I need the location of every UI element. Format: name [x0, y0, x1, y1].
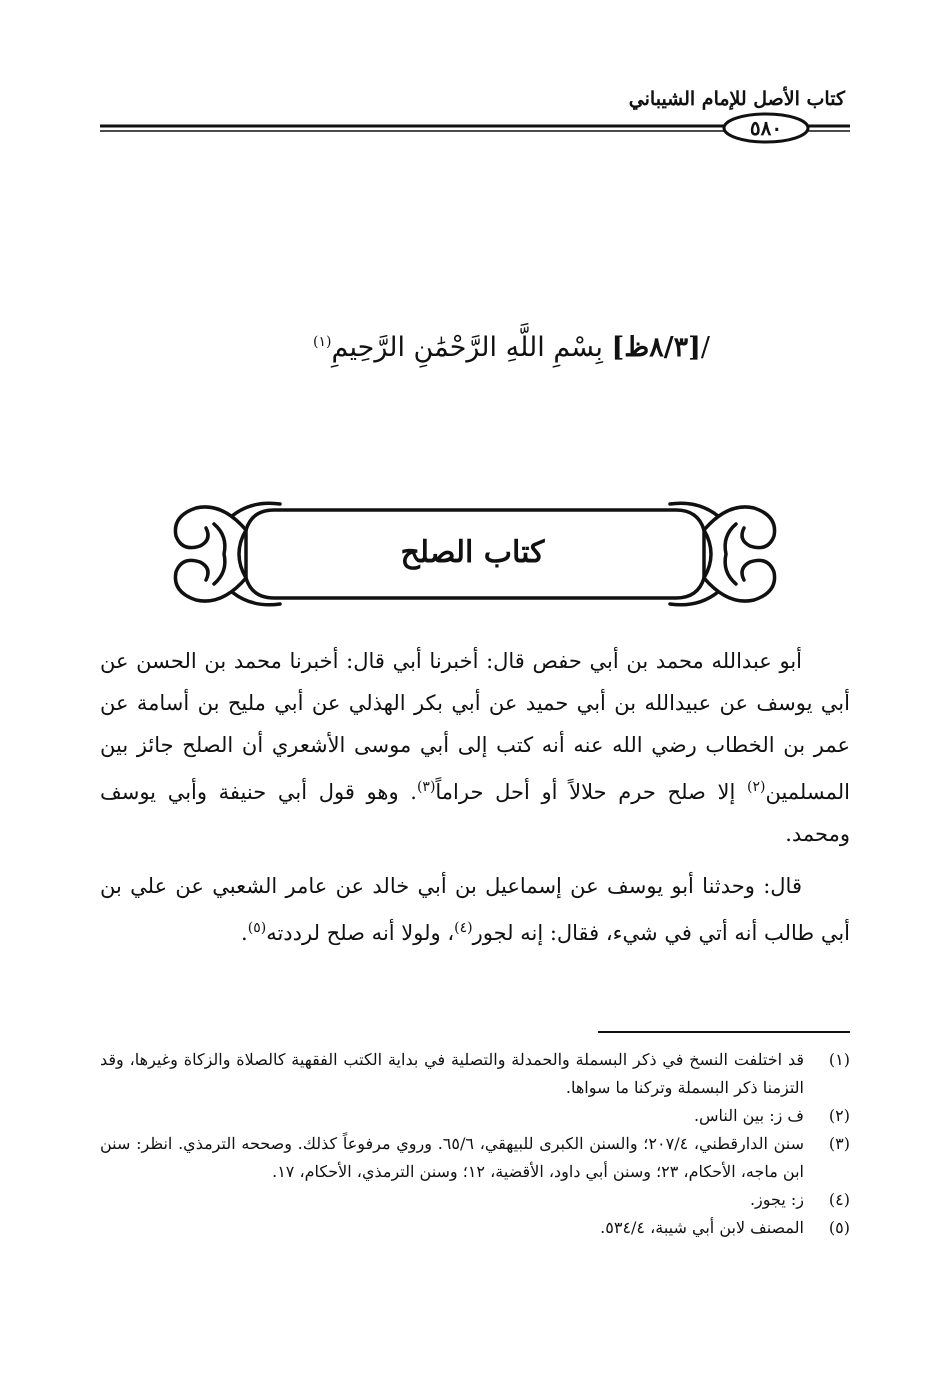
folio-slash: /: [700, 332, 710, 363]
chapter-title: كتاب الصلح: [400, 535, 545, 570]
footnote-number: (٢): [828, 1106, 850, 1125]
folio-reference: [٨/٣ظ]: [611, 332, 701, 363]
footnote-marker: (٢): [747, 779, 766, 795]
paragraph-text: قال: وحدثنا أبو يوسف عن إسماعيل بن أبي خالد عن عامر الشعبي عن علي بن أبي طالب أنه أتي في شيء، فقال: إنه لجور: [100, 874, 850, 945]
paragraph-text: . وهو قول أبي حنيفة وأبي يوسف ومحمد.: [100, 780, 850, 846]
running-title: كتاب الأصل للإمام الشيباني: [628, 88, 845, 110]
paragraph-text: .: [241, 921, 248, 945]
basmala-text: بِسْمِ اللَّهِ الرَّحْمَٰنِ الرَّحِيمِ: [331, 332, 603, 363]
footnote-number: (٤): [828, 1190, 850, 1209]
footnote-number: (٣): [828, 1134, 850, 1153]
footnote: [100, 1046, 850, 1102]
footnote-text: سنن الدارقطني، ٢٠٧/٤؛ والسنن الكبرى للبيهقي، ٦٥/٦. وروي مرفوعاً كذلك. وصححه الترمذي. انظر: سنن ابن ماجه، الأحكام، ٢٣؛ وسنن أبي داود، الأقضية، ١٢؛ وسنن الترمذي، الأحكام، ١٧.: [100, 1134, 805, 1181]
footnote-text: ف ز: بين الناس.: [693, 1106, 804, 1125]
paragraph-text: أبو عبدالله محمد بن أبي حفص قال: أخبرنا أبي قال: أخبرنا محمد بن الحسن عن أبي يوسف عن عبيدالله بن أبي حميد عن أبي بكر الهذلي عن أبي مليح بن أسامة عن عمر بن الخطاب رضي الله عنه أنه كتب إلى أبي موسى الأشعري أن الصلح جائز بين المسلمين: [100, 649, 850, 804]
paragraph-text: إلا صلح حرم حلالاً أو أحل حراماً: [435, 780, 747, 804]
main-text: [100, 640, 850, 954]
basmala-line: [210, 332, 710, 363]
footnote: [100, 1130, 850, 1186]
footnote-marker: (٤): [454, 920, 473, 936]
paragraph-text: ، ولولا أنه صلح لرددته: [266, 921, 455, 945]
footnote-separator: [598, 1031, 850, 1033]
footnotes: [100, 1046, 850, 1242]
paragraph: [100, 640, 850, 855]
footnote: [100, 1214, 850, 1242]
footnote-marker: (٣): [416, 779, 436, 795]
footnote-text: المصنف لابن أبي شيبة، ٥٣٤/٤.: [600, 1218, 804, 1237]
footnote: [100, 1186, 850, 1214]
page-number: ٥٨٠: [749, 116, 783, 140]
footnote-text: ز: يجوز.: [749, 1190, 804, 1209]
footnote-text: قد اختلفت النسخ في ذكر البسملة والحمدلة والتصلية في بداية الكتب الفقهية كالصلاة والزكاة وغيرها، وقد التزمنا ذكر البسملة وتركنا ما سواها.: [100, 1050, 804, 1097]
footnote: [100, 1102, 850, 1130]
footnote-number: (١): [828, 1050, 850, 1069]
paragraph: [100, 865, 850, 954]
footnote-number: (٥): [828, 1218, 850, 1237]
footnote-marker: (١): [313, 334, 332, 350]
footnote-marker: (٥): [247, 920, 267, 936]
